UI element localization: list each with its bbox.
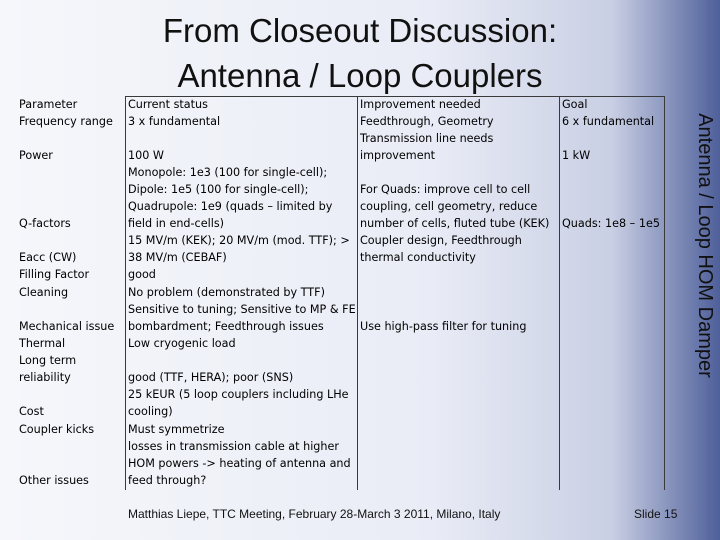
param-other-issues: Other issues — [19, 474, 89, 487]
current-frequency-range: 3 x fundamental — [128, 115, 221, 128]
current-qfactors-line-2: Dipole: 1e5 (100 for single-cell); — [128, 183, 309, 196]
param-thermal: Thermal — [19, 337, 66, 350]
current-long-term: good (TTF, HERA); poor (SNS) — [128, 371, 294, 384]
current-other-line-2: HOM powers -> heating of antenna and — [128, 457, 351, 470]
current-qfactors-line-4: field in end-cells) — [128, 217, 225, 230]
param-eacc: Eacc (CW) — [19, 251, 77, 264]
side-label-text: Antenna / Loop HOM Damper — [693, 112, 716, 378]
slide-number: Slide 15 — [634, 507, 678, 521]
current-power: 100 W — [128, 149, 164, 162]
improvement-frequency-line-1: Feedthrough, Geometry — [360, 115, 494, 128]
current-coupler-kicks: Must symmetrize — [128, 423, 225, 436]
table-col-divider-1 — [125, 96, 126, 490]
param-long-term-line-1: Long term — [19, 354, 77, 367]
table-right-border — [664, 96, 665, 490]
param-qfactors: Q-factors — [19, 217, 71, 230]
goal-frequency-range: 6 x fundamental — [562, 115, 655, 128]
goal-power: 1 kW — [562, 149, 591, 162]
param-cleaning: Cleaning — [19, 286, 69, 299]
improvement-frequency-line-3: improvement — [360, 149, 436, 162]
current-other-line-3: feed through? — [128, 474, 207, 487]
header-goal: Goal — [562, 98, 588, 111]
improvement-mechanical: Use high-pass filter for tuning — [360, 320, 527, 333]
slide-title — [130, 8, 590, 98]
title-line-2: Antenna / Loop Couplers — [177, 57, 543, 94]
improvement-frequency-line-2: Transmission line needs — [360, 132, 494, 145]
param-mechanical-issue: Mechanical issue — [19, 320, 115, 333]
current-eacc-line-1: 15 MV/m (KEK); 20 MV/m (mod. TTF); > — [128, 234, 350, 247]
current-cleaning: No problem (demonstrated by TTF) — [128, 286, 325, 299]
improvement-qfactors-line-1: For Quads: improve cell to cell — [360, 183, 531, 196]
current-cost-line-2: cooling) — [128, 405, 173, 418]
current-eacc-line-2: 38 MV/m (CEBAF) — [128, 251, 227, 264]
current-qfactors-line-3: Quadrupole: 1e9 (quads – limited by — [128, 200, 333, 213]
param-long-term-line-2: reliability — [19, 371, 71, 384]
header-parameter: Parameter — [19, 98, 78, 111]
param-cost: Cost — [19, 405, 44, 418]
current-mechanical-line-1: Sensitive to tuning; Sensitive to MP & FE — [128, 303, 356, 316]
improvement-eacc-line-1: Coupler design, Feedthrough — [360, 234, 522, 247]
current-thermal: Low cryogenic load — [128, 337, 236, 350]
param-filling-factor: Filling Factor — [19, 268, 90, 281]
current-mechanical-line-2: bombardment; Feedthrough issues — [128, 320, 324, 333]
table-col-divider-3 — [559, 96, 560, 490]
side-label — [690, 75, 718, 415]
current-cost-line-1: 25 kEUR (5 loop couplers including LHe — [128, 388, 349, 401]
footer-text: Matthias Liepe, TTC Meeting, February 28-March 3 2011, Milano, Italy — [128, 507, 501, 521]
goal-qfactors: Quads: 1e8 – 1e5 — [562, 217, 660, 230]
param-power: Power — [19, 149, 53, 162]
header-improvement-needed: Improvement needed — [360, 98, 481, 111]
current-qfactors-line-1: Monopole: 1e3 (100 for single-cell); — [128, 166, 328, 179]
improvement-qfactors-line-3: number of cells, fluted tube (KEK) — [360, 217, 550, 230]
param-frequency-range: Frequency range — [19, 115, 113, 128]
improvement-eacc-line-2: thermal conductivity — [360, 251, 476, 264]
current-other-line-1: losses in transmission cable at higher — [128, 440, 339, 453]
param-coupler-kicks: Coupler kicks — [19, 423, 95, 436]
table-col-divider-2 — [357, 96, 358, 490]
improvement-qfactors-line-2: coupling, cell geometry, reduce — [360, 200, 538, 213]
header-current-status: Current status — [128, 98, 208, 111]
current-filling-factor: good — [128, 268, 156, 281]
title-line-1: From Closeout Discussion: — [162, 12, 558, 49]
